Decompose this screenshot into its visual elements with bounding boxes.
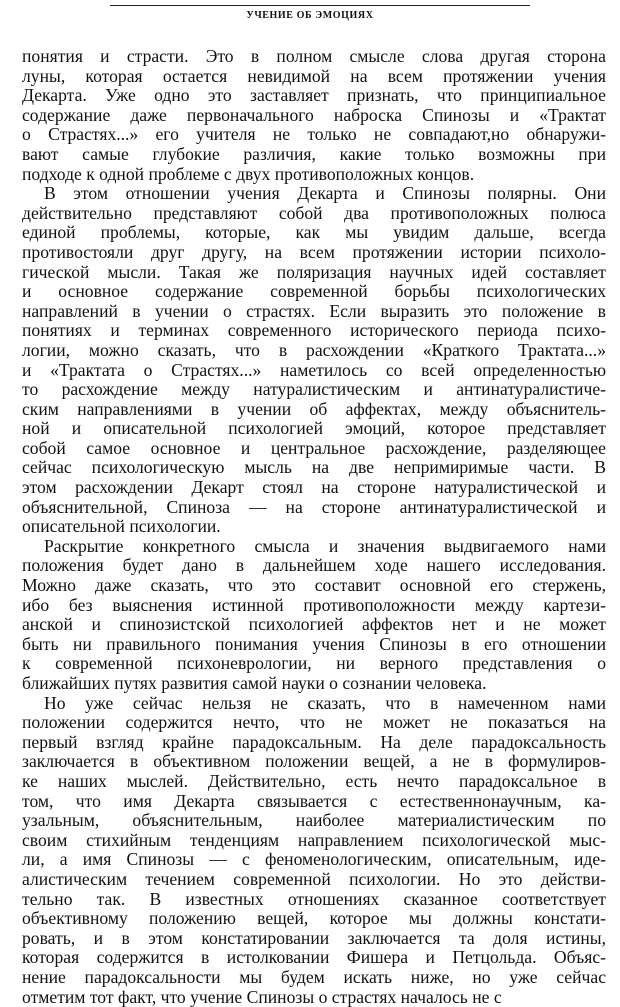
text-line: сейчас психологическую мысль на две непримиримые части. В [22,458,606,478]
text-line: объективному положению вещей, которое мы должны констати- [22,909,606,929]
text-line: которая содержится в истолковании Фишера и Петцольда. Объяс- [22,948,606,968]
running-header: УЧЕНИЕ ОБ ЭМОЦИЯХ [0,10,620,21]
text-line: ке наших мыслей. Действительно, есть нечто парадоксальное в [22,772,606,792]
text-line: алистическим течением современной психологии. Но это действи- [22,870,606,890]
text-line: и основное содержание современной борьбы психологических [22,282,606,302]
text-line: единой проблемы, которые, как мы увидим дальше, всегда [22,223,606,243]
text-line: понятия и страсти. Это в полном смысле слова другая сторона [22,47,606,67]
text-line: луны, которая остается невидимой на всем протяжении учения [22,67,606,87]
text-line: Но уже сейчас нельзя не сказать, что в намеченном нами [22,694,606,714]
text-line: анской и спинозистской психологией аффектов нет и не может [22,615,606,635]
text-line: описательной психологии. [22,517,606,537]
text-line: узальным, объяснительным, наиболее материалистическим по [22,811,606,831]
text-line: вают самые глубокие различия, какие только возможны при [22,145,606,165]
text-line: ближайших путях развития самой науки о сознании человека. [22,674,606,694]
text-line: ибо без выяснения истинной противоположности между картези- [22,596,606,616]
text-line: нение парадоксальности мы будем искать ниже, но уже сейчас [22,968,606,988]
text-line: своим стихийным тенденциям направлением психологической мыс- [22,831,606,851]
text-line: ли, а имя Спинозы — с феноменологическим, описательным, иде- [22,850,606,870]
text-line: понятиях и терминах современного исторического периода психо- [22,321,606,341]
text-line: В этом отношении учения Декарта и Спинозы полярны. Они [22,184,606,204]
text-line: ровать, и в этом констатировании заключается та доля истины, [22,929,606,949]
text-line: и «Трактата о Страстях...» наметилось со всей определенностью [22,361,606,381]
text-line: объяснительной, Спиноза — на стороне антинатуралистической и [22,498,606,518]
text-line: содержание даже первоначального наброска Спинозы и «Трактат [22,106,606,126]
text-line: то расхождение между натуралистическим и антинатуралистиче- [22,380,606,400]
paragraph-4 [22,694,606,1007]
text-line: направлений в учении о страстях. Если выразить это положение в [22,302,606,322]
text-line: отметим тот факт, что учение Спинозы о страстях началось не с [22,988,606,1007]
text-line: быть ни правильного понимания учения Спинозы в его отношении [22,635,606,655]
text-line: противостояли друг другу, на всем протяжении истории психоло- [22,243,606,263]
text-line: подходе к одной проблеме с двух противоположных концов. [22,165,606,185]
text-line: действительно представляют собой два противоположных полюса [22,204,606,224]
text-line: гической мысли. Такая же поляризация научных идей составляет [22,263,606,283]
header-rule [110,5,530,6]
text-line: Можно даже сказать, что это составит основной его стержень, [22,576,606,596]
text-line: этом расхождении Декарт стоял на стороне натуралистической и [22,478,606,498]
text-line: положения будет дано в дальнейшем ходе нашего исследования. [22,556,606,576]
text-line: первый взгляд крайне парадоксальным. На деле парадоксальность [22,733,606,753]
text-line: о Страстях...» его учителя не только не совпадают,но обнаружи- [22,125,606,145]
text-line: собой самое основное и центральное расхождение, разделяющее [22,439,606,459]
text-line: заключается в объективном положении вещей, а не в формулиров- [22,752,606,772]
paragraph-2 [22,184,606,537]
text-line: Раскрытие конкретного смысла и значения выдвигаемого нами [22,537,606,557]
text-line: к современной психоневрологии, ни верного представления о [22,654,606,674]
text-line: ной и описательной психологией эмоций, которое представляет [22,419,606,439]
paragraph-1 [22,47,606,184]
text-line: положении содержится нечто, что не может не показаться на [22,713,606,733]
text-line: ским направлениями в учении об аффектах, между объяснитель- [22,400,606,420]
text-line: тельно так. В известных отношениях сказанное соответствует [22,890,606,910]
text-line: логии, можно сказать, что в расхождении «Краткого Трактата...» [22,341,606,361]
body-text [22,47,606,1007]
text-line: Декарта. Уже одно это заставляет признать, что принципиальное [22,86,606,106]
paragraph-3 [22,537,606,694]
text-line: том, что имя Декарта связывается с естественнонаучным, ка- [22,792,606,812]
